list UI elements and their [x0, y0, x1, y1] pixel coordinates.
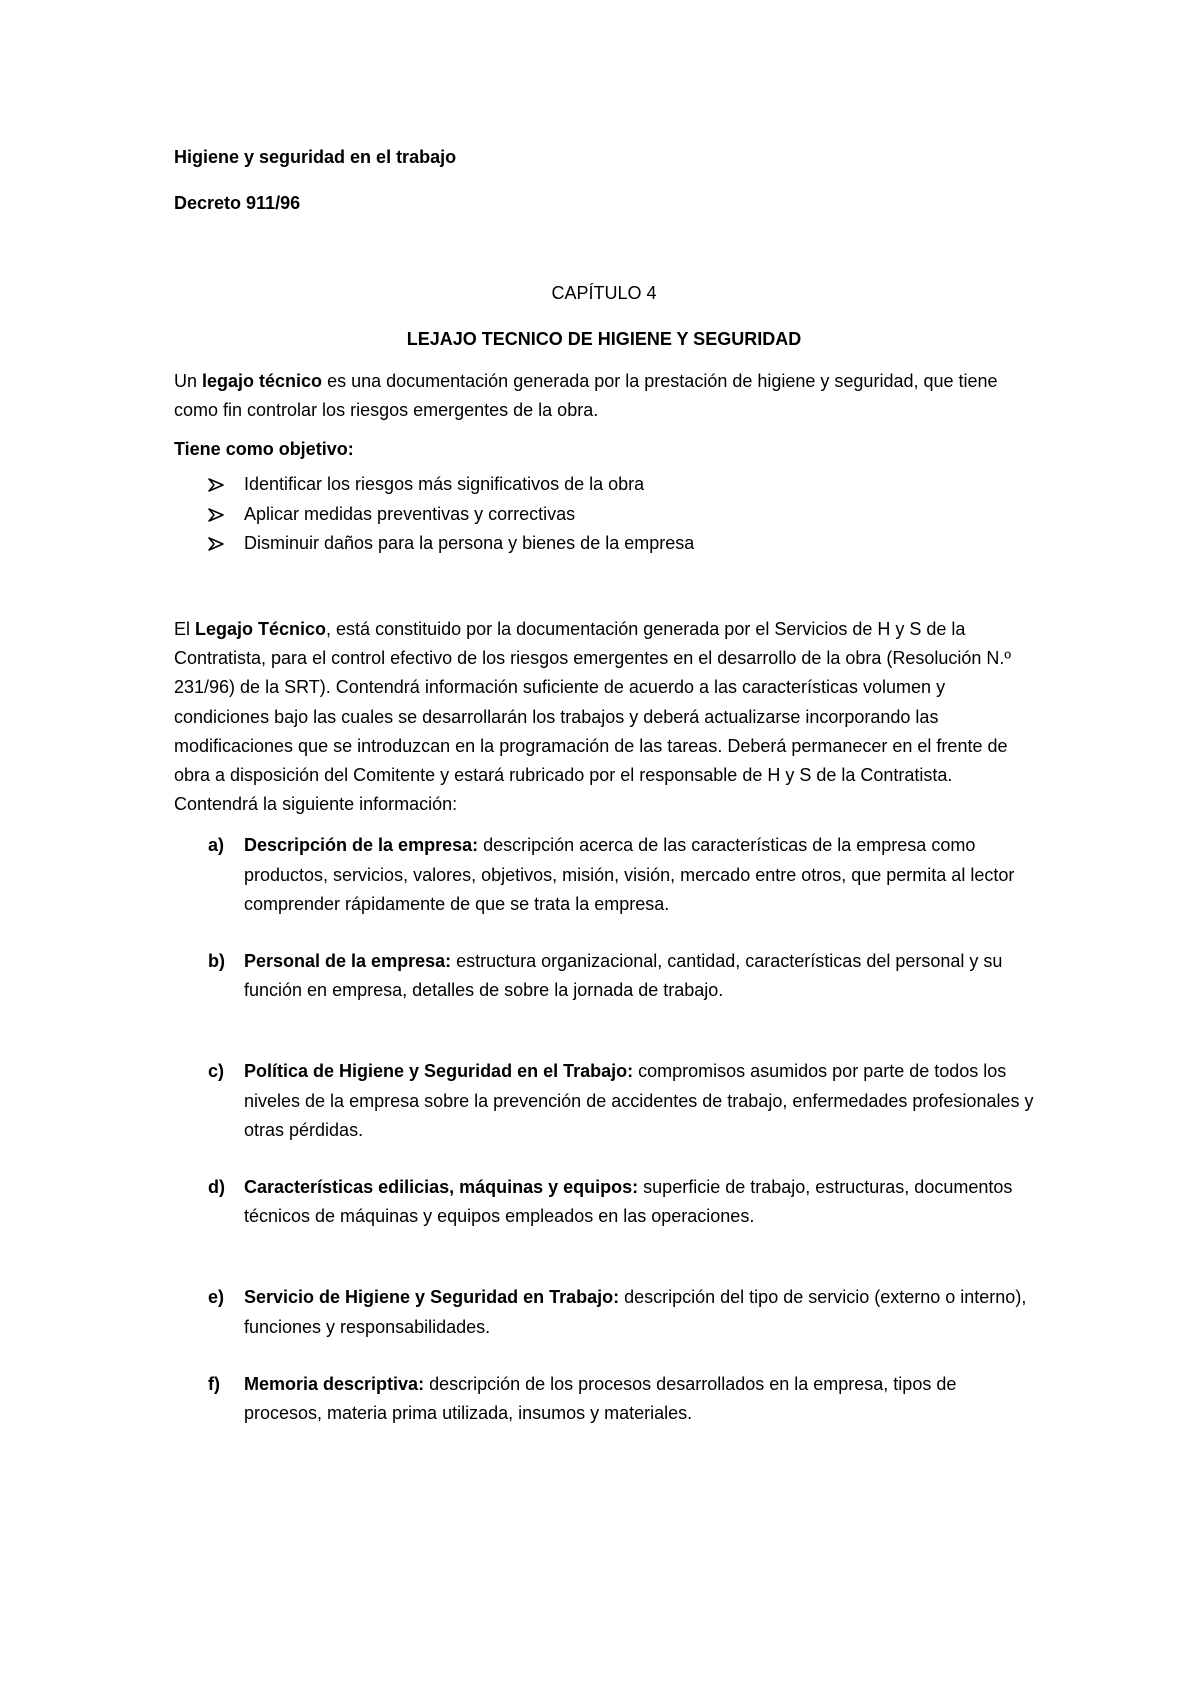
- item-text: superficie de trabajo, estructuras, documentos técnicos de máquinas y equipos empleados en las operaciones.: [244, 1177, 1013, 1227]
- item-title: Personal de la empresa:: [244, 951, 452, 972]
- legajo-paragraph: [174, 615, 1034, 819]
- item-letter: a): [208, 835, 225, 856]
- objective-text: Identificar los riesgos más significativos de la obra: [244, 474, 645, 495]
- information-item-d: [208, 1173, 1034, 1231]
- item-text: descripción del tipo de servicio (externo o interno), funciones y responsabilidades.: [244, 1287, 1027, 1337]
- objective-item: [208, 470, 1034, 499]
- item-title: Servicio de Higiene y Seguridad en Trabajo:: [244, 1287, 620, 1308]
- intro-term: legajo técnico: [202, 371, 323, 391]
- section-heading: LEJAJO TECNICO DE HIGIENE Y SEGURIDAD: [406, 329, 802, 349]
- objective-item: [208, 500, 1034, 529]
- legajo-term: Legajo Técnico: [195, 619, 327, 640]
- item-text: compromisos asumidos por parte de todos los niveles de la empresa sobre la prevención de accidentes de trabajo, enfermedades profesionales y otras pérdidas.: [244, 1061, 1034, 1140]
- information-item-c: [208, 1057, 1034, 1145]
- information-list: [174, 831, 1034, 1428]
- chapter-label: CAPÍTULO 4: [551, 283, 657, 303]
- arrow-bullet-icon: [208, 478, 224, 492]
- item-letter: b): [208, 951, 225, 972]
- item-letter: f): [208, 1373, 220, 1394]
- item-text: estructura organizacional, cantidad, características del personal y su función en empresa, detalles de sobre la jornada de trabajo.: [244, 951, 1003, 1001]
- document-title: Higiene y seguridad en el trabajo: [174, 147, 457, 167]
- intro-text: es una documentación generada por la prestación de higiene y seguridad, que tiene como fin controlar los riesgos emergentes de la obra.: [174, 371, 998, 421]
- item-title: Características edilicias, máquinas y equipos:: [244, 1177, 639, 1198]
- information-item-f: [208, 1370, 1034, 1428]
- legajo-prefix: El: [174, 619, 196, 640]
- objective-text: Disminuir daños para la persona y bienes de la empresa: [244, 532, 695, 553]
- decree-number: Decreto 911/96: [174, 193, 301, 213]
- arrow-bullet-icon: [208, 537, 224, 551]
- item-text: descripción acerca de las características de la empresa como productos, servicios, valores, objetivos, misión, visión, mercado entre otros, que permita al lector comprender rápidamente de que se trata la empresa.: [244, 835, 1015, 914]
- objective-text: Aplicar medidas preventivas y correctivas: [244, 503, 576, 524]
- item-letter: d): [208, 1177, 225, 1198]
- legajo-text: , está constituido por la documentación generada por el Servicios de H y S de la Contratista, para el control efectivo de los riesgos emergentes en el desarrollo de la obra (Resolución N.º 231/96) de la SRT). Contendrá información suficiente de acuerdo a las características volumen y condiciones bajo las cuales se desarrollarán los trabajos y deberá actualizarse incorporando las modificaciones que se introduzcan en la programación de las tareas. Deberá permanecer en el frente de obra a disposición del Comitente y estará rubricado por el responsable de H y S de la Contratista. Contendrá la siguiente información:: [174, 619, 1012, 815]
- information-item-b: [208, 947, 1034, 1005]
- objective-list: [174, 470, 1034, 558]
- objective-item: [208, 529, 1034, 558]
- arrow-bullet-icon: [208, 508, 224, 522]
- item-letter: c): [208, 1061, 225, 1082]
- item-text: descripción de los procesos desarrollados en la empresa, tipos de procesos, materia prima utilizada, insumos y materiales.: [244, 1373, 957, 1424]
- item-letter: e): [208, 1287, 225, 1308]
- document-content: [174, 145, 1034, 1428]
- information-item-e: [208, 1283, 1034, 1341]
- item-title: Memoria descriptiva:: [244, 1373, 425, 1394]
- item-title: Descripción de la empresa:: [244, 835, 479, 856]
- intro-paragraph: [174, 367, 1034, 425]
- objective-label: Tiene como objetivo:: [174, 439, 354, 460]
- information-item-a: [208, 831, 1034, 919]
- intro-prefix: Un: [174, 371, 203, 391]
- item-title: Política de Higiene y Seguridad en el Trabajo:: [244, 1061, 634, 1082]
